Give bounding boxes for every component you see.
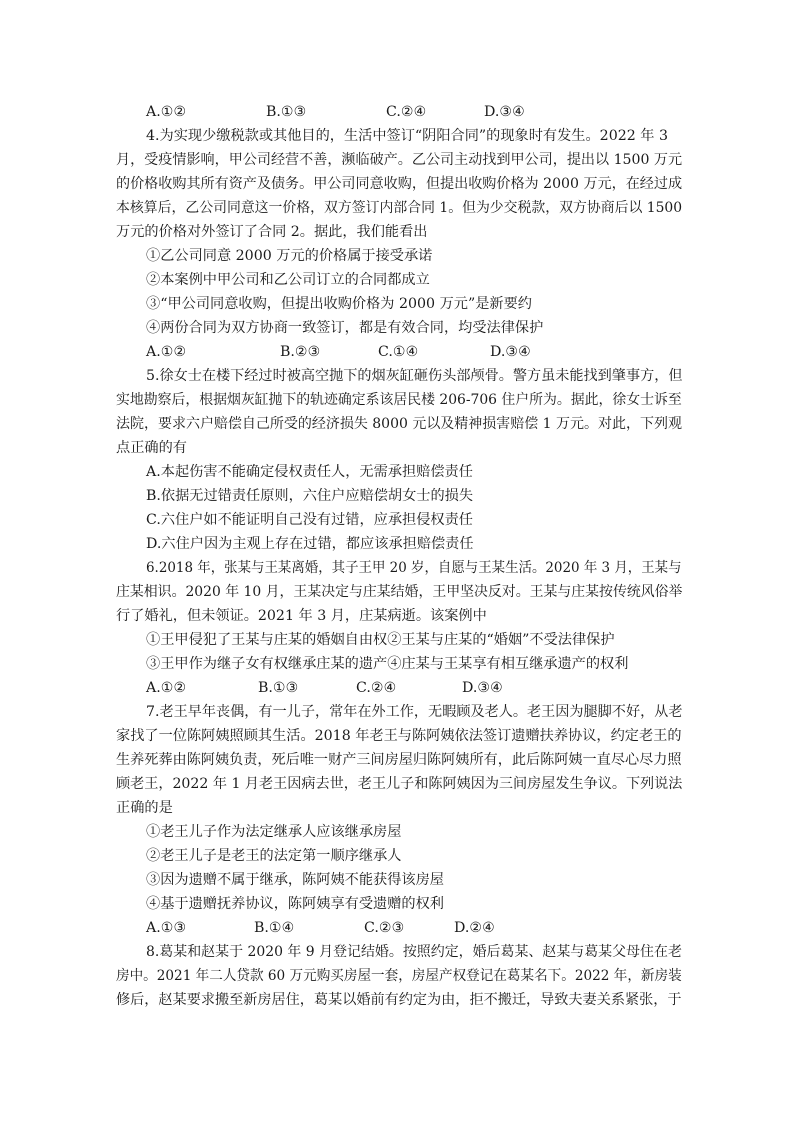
q7-line-3: 生养死葬由陈阿姨负责，死后唯一财产三间房屋归陈阿姨所有，此后陈阿姨一直尽心尽力照 [116, 752, 682, 768]
q5-option-c: C.六住户如不能证明自己没有过错，应承担侵权责任 [146, 512, 473, 528]
q4-item-3: ③“甲公司同意收购，但提出收购价格为 2000 万元”是新要约 [146, 296, 532, 312]
q8-line-3: 修后，赵某要求搬至新房居住，葛某以婚前有约定为由，拒不搬迁，导致夫妻关系紧张，于 [116, 992, 682, 1008]
q7-option-b: B.①④ [254, 920, 295, 936]
q6-option-c: C.②④ [356, 680, 397, 696]
q4-item-1: ①乙公司同意 2000 万元的价格属于接受承诺 [146, 248, 433, 264]
q7-line-5: 正确的是 [116, 800, 173, 816]
q6-line-1: 6.2018 年，张某与王某离婚，其子王甲 20 岁，自愿与王某生活。2020 年 3 月，王某与 [146, 560, 682, 576]
q4-line-3: 的价格收购其所有资产及债务。甲公司同意收购，但提出收购价格为 2000 万元，在经过成 [116, 176, 683, 192]
q6-line-3: 行了婚礼，但未领证。2021 年 3 月，庄某病逝。该案例中 [116, 608, 487, 624]
q4-line-2: 月，受疫情影响，甲公司经营不善，濒临破产。乙公司主动找到甲公司，提出以 1500 万元 [116, 152, 683, 168]
top-option-a: A.①② [146, 104, 187, 120]
q7-item-3: ③因为遗赠不属于继承，陈阿姨不能获得该房屋 [146, 872, 444, 888]
top-option-c: C.②④ [386, 104, 427, 120]
top-option-d: D.③④ [484, 104, 525, 120]
q6-line-2: 庄某相识。2020 年 10 月，王某决定与庄某结婚，王甲坚决反对。王某与庄某按传统风俗举 [116, 584, 683, 600]
q4-option-a: A.①② [146, 344, 187, 360]
q6-option-a: A.①② [146, 680, 187, 696]
q5-option-d: D.六住户因为主观上存在过错，都应该承担赔偿责任 [146, 536, 474, 552]
q4-option-b: B.②③ [280, 344, 321, 360]
q4-line-1: 4.为实现少缴税款或其他目的，生活中签订“阴阳合同”的现象时有发生。2022 年 3 [146, 128, 669, 144]
q4-item-2: ②本案例中甲公司和乙公司订立的合同都成立 [146, 272, 430, 288]
q7-option-d: D.②④ [454, 920, 495, 936]
q6-option-b: B.①③ [258, 680, 299, 696]
q7-item-1: ①老王儿子作为法定继承人应该继承房屋 [146, 824, 402, 840]
q4-line-4: 本核算后，乙公司同意这一价格，双方签订内部合同 1。但为少交税款，双方协商后以 1500 [116, 200, 683, 216]
q6-option-d: D.③④ [462, 680, 503, 696]
q5-option-b: B.依据无过错责任原则，六住户应赔偿胡女士的损失 [146, 488, 474, 504]
q7-line-1: 7.老王早年丧偶，有一儿子，常年在外工作，无暇顾及老人。老王因为腿脚不好，从老 [146, 704, 683, 720]
q6-item-2: ③王甲作为继子女有权继承庄某的遗产④庄某与王某享有相互继承遗产的权利 [146, 656, 629, 672]
q5-line-2: 实地勘察后，根据烟灰缸抛下的轨迹确定系该居民楼 206-706 住户所为。据此，徐女士诉至 [116, 392, 682, 408]
q4-option-d: D.③④ [490, 344, 531, 360]
q7-line-2: 家找了一位陈阿姨照顾其生活。2018 年老王与陈阿姨依法签订遗赠扶养协议，约定老王的 [116, 728, 682, 744]
q6-item-1: ①王甲侵犯了王某与庄某的婚姻自由权②王某与庄某的“婚姻”不受法律保护 [146, 632, 615, 648]
q5-line-4: 点正确的有 [116, 440, 187, 456]
q8-line-1: 8.葛某和赵某于 2020 年 9 月登记结婚。按照约定，婚后葛某、赵某与葛某父母住在老 [146, 944, 682, 960]
q4-line-5: 万元的价格对外签订了合同 2。据此，我们能看出 [116, 224, 428, 240]
q7-line-4: 顾老王，2022 年 1 月老王因病去世，老王儿子和陈阿姨因为三间房屋发生争议。下列说法 [116, 776, 683, 792]
q5-line-3: 法院，要求六户赔偿自己所受的经济损失 8000 元以及精神损害赔偿 1 万元。对此，下列观 [116, 416, 682, 432]
q5-option-a: A.本起伤害不能确定侵权责任人，无需承担赔偿责任 [146, 464, 473, 480]
q7-option-a: A.①③ [146, 920, 187, 936]
q8-line-2: 房中。2021 年二人贷款 60 万元购买房屋一套，房屋产权登记在葛某名下。2022 年，新房装 [116, 968, 682, 984]
q4-item-4: ④两份合同为双方协商一致签订，都是有效合同，均受法律保护 [146, 320, 544, 336]
q7-item-2: ②老王儿子是老王的法定第一顺序继承人 [146, 848, 402, 864]
q7-item-4: ④基于遗赠抚养协议，陈阿姨享有受遗赠的权利 [146, 896, 444, 912]
q4-option-c: C.①④ [378, 344, 419, 360]
q7-option-c: C.②③ [364, 920, 405, 936]
q5-line-1: 5.徐女士在楼下经过时被高空抛下的烟灰缸砸伤头部颅骨。警方虽未能找到肇事方，但 [146, 368, 683, 384]
top-option-b: B.①③ [266, 104, 307, 120]
